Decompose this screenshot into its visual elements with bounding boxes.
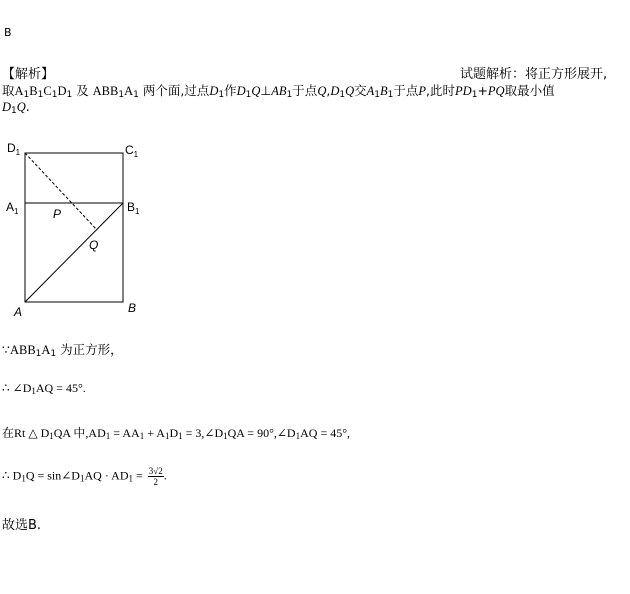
conclusion-text: 故选B. xyxy=(2,518,42,533)
label-q: Q xyxy=(89,238,99,252)
analysis-line-3: $D_1Q$. xyxy=(2,99,30,116)
label-c1: $C_1$ xyxy=(125,143,139,159)
label-a1: $A_1$ xyxy=(6,200,19,216)
label-a: A xyxy=(14,305,23,319)
label-p: P xyxy=(53,207,62,221)
label-d1: $D_1$ xyxy=(7,141,21,157)
analysis-intro-text: 试题解析：将正方形展开, xyxy=(460,67,608,82)
fraction-3root2-over-2: $\frac{3√2}{2}$ xyxy=(148,466,163,487)
analysis-line-2: 取$A_1B_1C_1D_1$ 及 $ABB_1A_1$ 两个面,过点$D_1$作$D_1Q\perp AB_1$于点$Q,D_1Q$交$A_1B_1$于点P,此时$PD_1+PQ$取最小值 xyxy=(2,83,555,100)
figure-outer-rectangle xyxy=(25,153,123,302)
unfolded-square-figure xyxy=(0,138,160,328)
label-b1: $B_1$ xyxy=(127,200,140,216)
answer-letter: B xyxy=(4,26,12,39)
analysis-label: 【解析】 xyxy=(2,67,55,82)
diagonal-a-b1 xyxy=(25,203,123,302)
label-b: B xyxy=(128,301,137,315)
solution-line-1: $\because ABB_1A_1$ 为正方形， xyxy=(2,342,123,359)
solution-line-4: ∴ $D_1Q$ = $\sin\angle D_1AQ \cdot AD_1$ = $\frac{3√2}{2}$ . xyxy=(2,466,167,487)
solution-line-2: ∴ $\angle D_1AQ = 45^\circ$. xyxy=(2,381,86,396)
solution-line-3: 在Rt △ $D_1QA$ 中$,AD_1 = AA_1 + A_1D_1$ = $3,\angle D_1QA$ = $90^\circ,\angle D_1AQ = 45^\circ$, xyxy=(2,426,351,441)
